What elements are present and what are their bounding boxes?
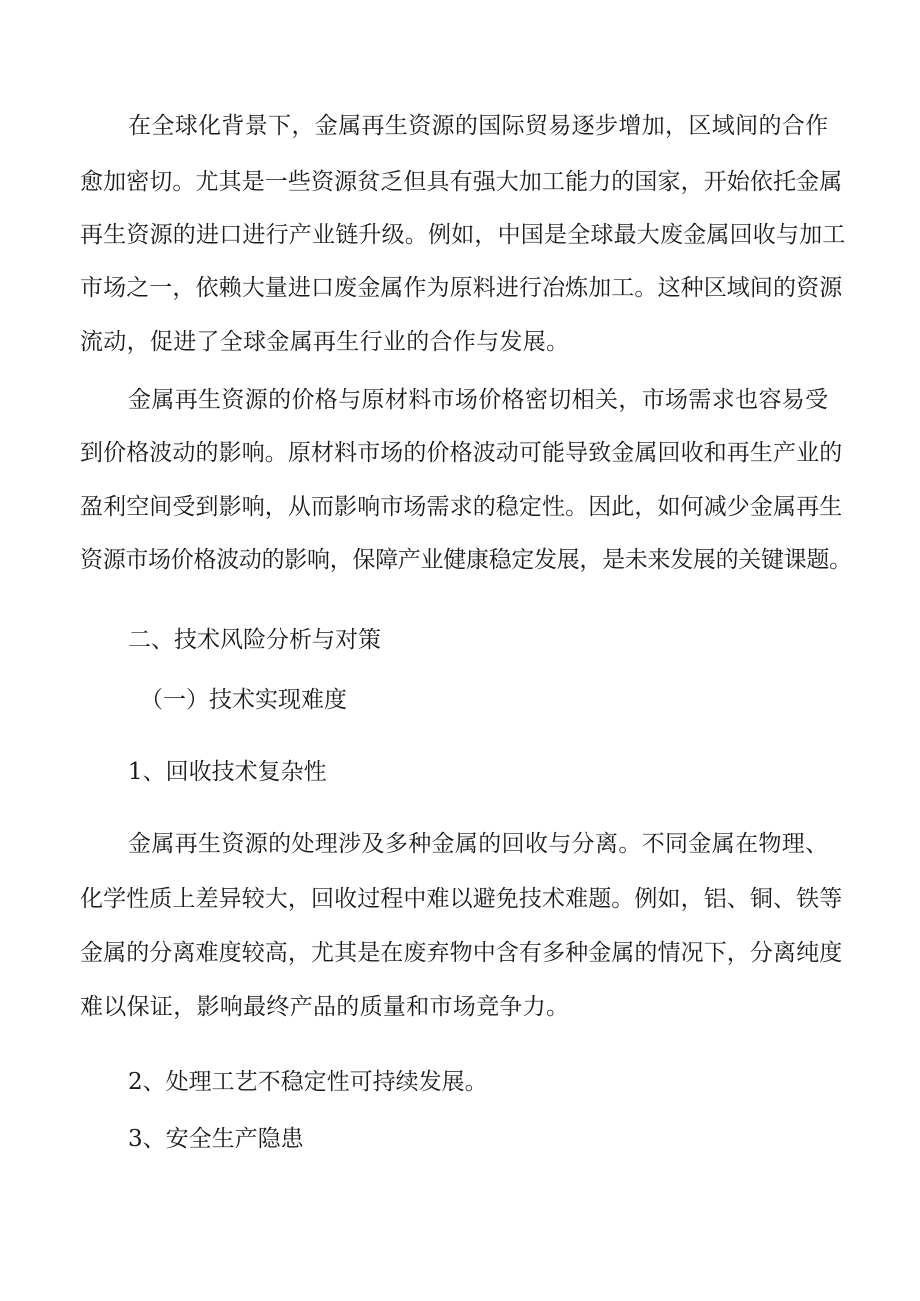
item-2-heading: 2、处理工艺不稳定性可持续发展。 (128, 1069, 488, 1095)
paragraph-3-line: 金属再生资源的处理涉及多种金属的回收与分离。不同金属在物理、 (128, 831, 829, 857)
paragraph-1-line: 愈加密切。尤其是一些资源贫乏但具有强大加工能力的国家，开始依托金属 (80, 169, 843, 195)
paragraph-3-line: 化学性质上差异较大，回收过程中难以避免技术难题。例如，铝、铜、铁等 (80, 886, 843, 912)
paragraph-2-line: 资源市场价格波动的影响，保障产业健康稳定发展，是未来发展的关键课题。 (80, 547, 852, 573)
paragraph-1-line: 再生资源的进口进行产业链升级。例如，中国是全球最大废金属回收与加工 (80, 222, 846, 248)
paragraph-3-line: 金属的分离难度较高，尤其是在废弃物中含有多种金属的情况下，分离纯度 (80, 940, 843, 966)
paragraph-2-line: 盈利空间受到影响，从而影响市场需求的稳定性。因此，如何减少金属再生 (80, 494, 843, 520)
section-heading: 二、技术风险分析与对策 (128, 627, 381, 653)
paragraph-3-line: 难以保证，影响最终产品的质量和市场竞争力。 (80, 994, 570, 1020)
paragraph-2-line: 金属再生资源的价格与原材料市场价格密切相关，市场需求也容易受 (128, 387, 829, 413)
subsection-heading: （一）技术实现难度 (140, 687, 347, 713)
paragraph-1-line: 流动，促进了全球金属再生行业的合作与发展。 (80, 329, 570, 355)
item-1-heading: 1、回收技术复杂性 (128, 759, 327, 785)
paragraph-2-line: 到价格波动的影响。原材料市场的价格波动可能导致金属回收和再生产业的 (80, 440, 843, 466)
item-3-heading: 3、安全生产隐患 (128, 1126, 304, 1152)
paragraph-1-line: 在全球化背景下，金属再生资源的国际贸易逐步增加，区域间的合作 (128, 113, 829, 139)
paragraph-1-line: 市场之一，依赖大量进口废金属作为原料进行冶炼加工。这种区域间的资源 (80, 275, 843, 301)
